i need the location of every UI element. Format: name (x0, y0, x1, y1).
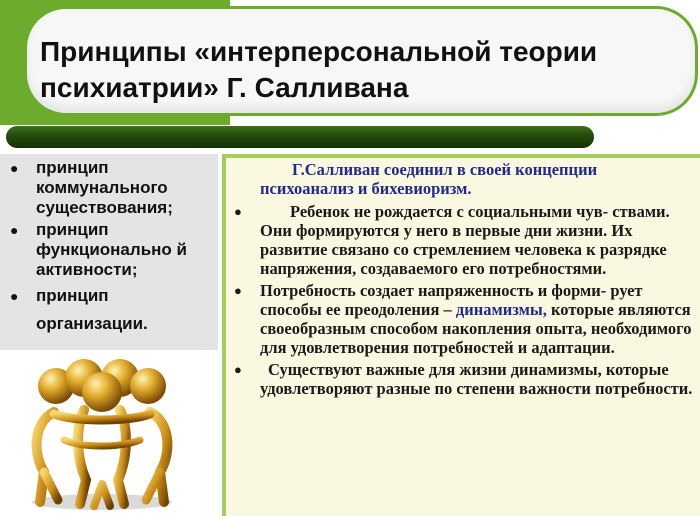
point-text: Существуют важные для жизни динамизмы, которые удовлетворяют разные по степени важности потребности. (260, 360, 693, 398)
point-text: Потребность создает напряженность и форми- рует способы ее преодоления – (260, 281, 643, 319)
bullet-icon: ● (234, 362, 242, 377)
list-item (0, 282, 218, 338)
point-item (230, 202, 700, 278)
principles-list (0, 154, 218, 338)
point-item (230, 281, 700, 357)
divider-bar (6, 126, 594, 148)
bullet-icon: ● (234, 283, 242, 298)
golden-people-circle-icon (14, 352, 190, 512)
highlight-term: динамизмы, (455, 300, 547, 319)
bullet-icon: ● (10, 222, 19, 238)
principle-text: принцип организации. (36, 286, 148, 333)
intro-line: Г.Салливан соединил в своей концепции (292, 160, 598, 179)
bullet-icon: ● (10, 160, 19, 176)
intro-text (230, 160, 700, 198)
point-text: которые являются своеобразным способом накопления опыта, необходимого для удовлетворения потребностей и адаптации. (260, 300, 692, 357)
principle-text: принцип коммунального существования; (36, 158, 173, 217)
principle-text: принцип функционально й активности; (36, 220, 187, 279)
right-text-panel (222, 154, 700, 516)
point-text: Ребенок не рождается с социальными чув- ствами. Они формируются у него в первые дни жизни. Их развитие связано со стремлением человека к разрядке напряжения, создаваемого его потребностями. (260, 202, 670, 278)
concept-text (230, 158, 700, 401)
slide-title: Принципы «интерперсональной теории психиатрии» Г. Салливана (40, 36, 598, 103)
bullet-icon: ● (10, 288, 19, 304)
intro-line: психоанализ и бихевиоризм. (260, 179, 472, 198)
left-panel (0, 154, 218, 350)
bullet-icon: ● (234, 204, 242, 219)
list-item (0, 220, 218, 280)
point-item (230, 360, 700, 398)
list-item (0, 158, 218, 218)
